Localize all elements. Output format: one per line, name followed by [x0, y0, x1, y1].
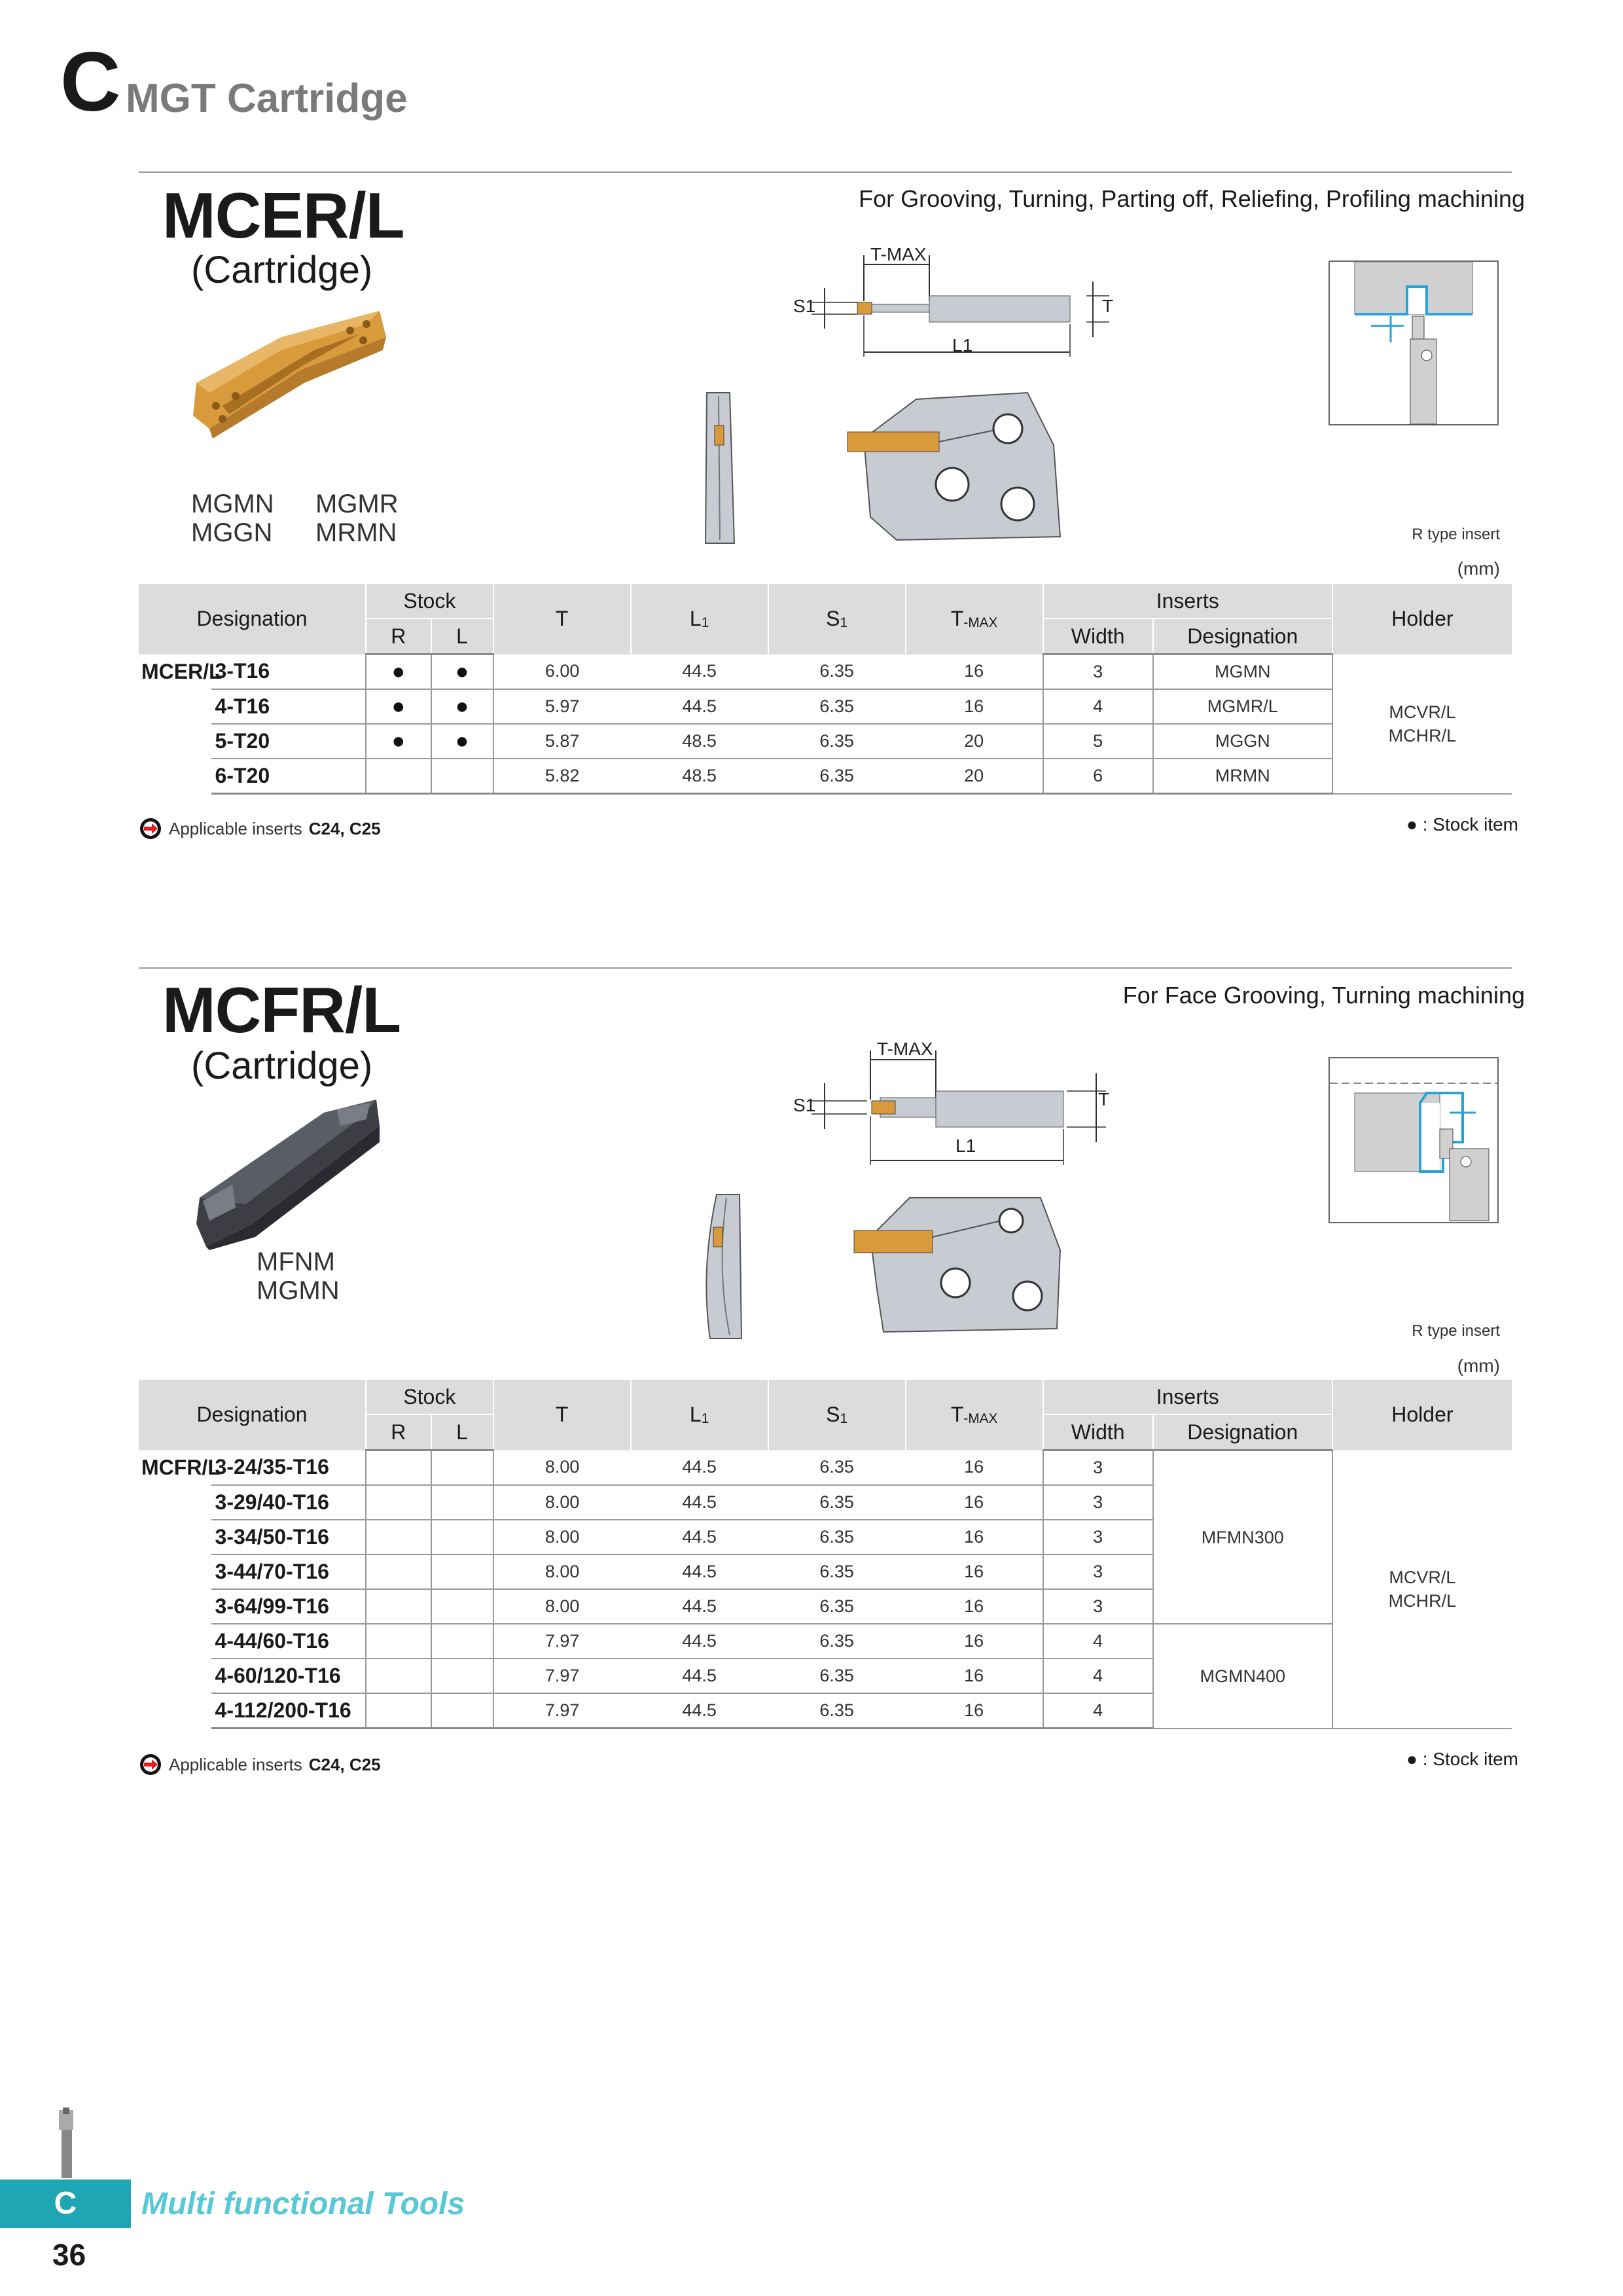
holder-name: MCHR/L — [1388, 725, 1457, 745]
tmax-value: 16 — [906, 1554, 1043, 1589]
table-row — [139, 1450, 1512, 1486]
stock-r: ● — [366, 724, 431, 759]
s1-value: 6.35 — [768, 1693, 906, 1729]
stock-r — [366, 1554, 431, 1589]
spec-table-mcfr — [139, 1378, 1512, 1729]
section-description: For Face Grooving, Turning machining — [1122, 982, 1525, 1009]
stock-r — [366, 1693, 431, 1729]
insert-designation: MFMN300 — [1153, 1450, 1332, 1624]
mcer-side-view — [700, 389, 740, 547]
s1-value: 6.35 — [768, 689, 906, 724]
designation: 5-T20 — [211, 724, 366, 759]
s1-value: 6.35 — [768, 724, 906, 759]
s1-value: 6.35 — [768, 1485, 906, 1520]
l1-value: 44.5 — [631, 1659, 768, 1693]
col-stock-r: R — [366, 619, 431, 655]
stock-l — [431, 1450, 493, 1486]
tmax-value: 16 — [906, 1485, 1043, 1520]
s1-value: 6.35 — [768, 1589, 906, 1624]
col-l1: $L_1$ — [631, 1379, 768, 1450]
table-row — [139, 1624, 1512, 1659]
stock-item-legend: ● : Stock item — [1406, 814, 1518, 834]
designation: 4-T16 — [211, 689, 366, 724]
s1-value: 6.35 — [768, 1520, 906, 1554]
mcfr-insert-image — [193, 1093, 383, 1250]
l1-value: 48.5 — [631, 759, 768, 794]
designation: 4-60/120-T16 — [211, 1659, 366, 1693]
l1-value: 44.5 — [631, 655, 768, 690]
insert-codes-col1 — [257, 1247, 340, 1305]
designation: 3-29/40-T16 — [211, 1485, 366, 1520]
insert-type-note: R type insert — [1412, 526, 1500, 543]
stock-r — [366, 1450, 431, 1486]
dim-label-tmax: T-MAX — [870, 244, 927, 264]
t-value: 7.97 — [493, 1659, 631, 1693]
s1-value: 6.35 — [768, 1624, 906, 1659]
insert-designation: MGMN — [1153, 655, 1332, 690]
chapter-title: MGT Cartridge — [126, 76, 408, 121]
tmax-value: 16 — [906, 1624, 1043, 1659]
l1-value: 44.5 — [631, 1693, 768, 1729]
designation: 4-112/200-T16 — [211, 1693, 366, 1729]
section-divider — [139, 171, 1512, 173]
table-row — [139, 759, 1512, 794]
col-tmax: $T_{-MAX}$ — [906, 1379, 1043, 1450]
holder-cell — [1332, 1450, 1512, 1729]
tmax-value: 20 — [906, 724, 1043, 759]
t-value: 8.00 — [493, 1589, 631, 1624]
stock-l: ● — [431, 689, 493, 724]
holder-cell — [1332, 655, 1512, 794]
table-row — [139, 689, 1512, 724]
col-ins-designation: Designation — [1153, 1414, 1332, 1450]
col-tmax: $T_{-MAX}$ — [906, 583, 1043, 655]
col-designation: Designation — [139, 1379, 366, 1450]
unit-label: (mm) — [1457, 558, 1500, 579]
dim-label-s1: S1 — [793, 1095, 816, 1115]
section-subtitle: (Cartridge) — [191, 1045, 373, 1087]
series-name: MCER/L — [141, 659, 222, 683]
width-value: 4 — [1043, 689, 1153, 724]
section-divider — [139, 967, 1512, 969]
col-inserts: Inserts — [1043, 583, 1332, 619]
t-value: 7.97 — [493, 1624, 631, 1659]
t-value: 5.97 — [493, 689, 631, 724]
col-s1: $S_1$ — [768, 583, 906, 655]
insert-code: MRMN — [315, 518, 397, 547]
footer-title: Multi functional Tools — [141, 2187, 465, 2221]
designation: 3-64/99-T16 — [211, 1589, 366, 1624]
col-width: Width — [1043, 619, 1153, 655]
t-value: 8.00 — [493, 1450, 631, 1486]
s1-value: 6.35 — [768, 1659, 906, 1693]
holder-name: MCVR/L — [1389, 1567, 1456, 1587]
section-title: MCFR/L — [162, 974, 401, 1046]
tool-icon — [54, 2108, 80, 2179]
col-s1: $S_1$ — [768, 1379, 906, 1450]
stock-r — [366, 1624, 431, 1659]
applicable-inserts-note — [139, 1753, 381, 1776]
designation: 6-T20 — [211, 759, 366, 794]
tmax-value: 16 — [906, 655, 1043, 690]
unit-label: (mm) — [1457, 1355, 1500, 1376]
table-row — [139, 655, 1512, 690]
width-value: 3 — [1043, 1589, 1153, 1624]
table-row — [139, 724, 1512, 759]
tmax-value: 16 — [906, 1659, 1043, 1693]
col-holder: Holder — [1332, 583, 1512, 655]
insert-code: MGMN — [191, 490, 274, 518]
l1-value: 44.5 — [631, 1450, 768, 1486]
insert-code: MGGN — [191, 518, 273, 547]
stock-l — [431, 759, 493, 794]
tmax-value: 20 — [906, 759, 1043, 794]
s1-value: 6.35 — [768, 759, 906, 794]
stock-r: ● — [366, 655, 431, 690]
l1-value: 48.5 — [631, 724, 768, 759]
tmax-value: 16 — [906, 689, 1043, 724]
col-designation: Designation — [139, 583, 366, 655]
width-value: 3 — [1043, 1450, 1153, 1486]
t-value: 6.00 — [493, 655, 631, 690]
t-value: 8.00 — [493, 1485, 631, 1520]
insert-designation: MRMN — [1153, 759, 1332, 794]
section-title: MCER/L — [162, 179, 404, 251]
mcfr-side-view — [697, 1191, 749, 1342]
t-value: 5.82 — [493, 759, 631, 794]
tmax-value: 16 — [906, 1693, 1043, 1729]
series-name: MCFR/L — [141, 1455, 221, 1479]
insert-type-note: R type insert — [1412, 1322, 1500, 1340]
dim-label-l1: L1 — [952, 335, 973, 355]
section-subtitle: (Cartridge) — [191, 249, 373, 291]
insert-code: MGMR — [315, 490, 399, 518]
l1-value: 44.5 — [631, 1485, 768, 1520]
dim-label-t: T — [1098, 1089, 1110, 1109]
width-value: 5 — [1043, 724, 1153, 759]
mcfr-body-view — [851, 1191, 1073, 1342]
tmax-value: 16 — [906, 1450, 1043, 1486]
page-number: 36 — [52, 2238, 86, 2272]
designation: 3-T16 — [211, 655, 366, 690]
stock-r — [366, 1589, 431, 1624]
section-description: For Grooving, Turning, Parting off, Reliefing, Profiling machining — [859, 185, 1525, 212]
col-t: T — [493, 1379, 631, 1450]
stock-l: ● — [431, 655, 493, 690]
insert-codes-col2 — [315, 490, 399, 547]
s1-value: 6.35 — [768, 1554, 906, 1589]
dim-label-t: T — [1102, 296, 1114, 316]
col-holder: Holder — [1332, 1379, 1512, 1450]
mcer-body-view — [844, 386, 1073, 550]
mcfr-application-diagram — [1329, 1057, 1499, 1223]
l1-value: 44.5 — [631, 1520, 768, 1554]
chapter-letter: C — [60, 35, 118, 129]
applicable-label: Applicable inserts — [169, 819, 302, 838]
spec-table-mcer — [139, 583, 1512, 795]
t-value: 8.00 — [493, 1554, 631, 1589]
width-value: 4 — [1043, 1693, 1153, 1729]
mcer-application-diagram — [1329, 260, 1499, 425]
l1-value: 44.5 — [631, 1554, 768, 1589]
applicable-inserts-note — [139, 817, 381, 840]
stock-l — [431, 1659, 493, 1693]
stock-l: ● — [431, 724, 493, 759]
insert-designation: MGMN400 — [1153, 1624, 1332, 1729]
stock-r — [366, 759, 431, 794]
stock-r — [366, 1485, 431, 1520]
designation: 3-24/35-T16 — [211, 1450, 366, 1486]
stock-r: ● — [366, 689, 431, 724]
col-stock-r: R — [366, 1414, 431, 1450]
col-t: T — [493, 583, 631, 655]
col-stock-l: L — [431, 1414, 493, 1450]
dim-label-tmax: T-MAX — [877, 1039, 933, 1059]
insert-designation: MGGN — [1153, 724, 1332, 759]
width-value: 3 — [1043, 1554, 1153, 1589]
width-value: 6 — [1043, 759, 1153, 794]
stock-item-legend: ● : Stock item — [1406, 1749, 1518, 1769]
chapter-tab[interactable]: C — [0, 2179, 131, 2228]
stock-r — [366, 1659, 431, 1693]
l1-value: 44.5 — [631, 1624, 768, 1659]
col-stock: Stock — [366, 1379, 493, 1414]
stock-l — [431, 1589, 493, 1624]
tmax-value: 16 — [906, 1520, 1043, 1554]
l1-value: 44.5 — [631, 689, 768, 724]
applicable-codes[interactable]: C24, C25 — [308, 1755, 381, 1774]
width-value: 3 — [1043, 655, 1153, 690]
col-stock-l: L — [431, 619, 493, 655]
insert-codes-col1 — [191, 490, 274, 547]
col-stock: Stock — [366, 583, 493, 619]
col-inserts: Inserts — [1043, 1379, 1332, 1414]
col-l1: $L_1$ — [631, 583, 768, 655]
stock-l — [431, 1520, 493, 1554]
s1-value: 6.35 — [768, 655, 906, 690]
dim-label-l1: L1 — [955, 1136, 976, 1156]
designation: 3-34/50-T16 — [211, 1520, 366, 1554]
col-ins-designation: Designation — [1153, 619, 1332, 655]
stock-l — [431, 1554, 493, 1589]
applicable-codes[interactable]: C24, C25 — [308, 819, 381, 838]
stock-l — [431, 1624, 493, 1659]
insert-designation: MGMR/L — [1153, 689, 1332, 724]
t-value: 8.00 — [493, 1520, 631, 1554]
mcer-dimension-drawing — [785, 242, 1113, 360]
s1-value: 6.35 — [768, 1450, 906, 1486]
insert-code: MFNM — [257, 1247, 335, 1276]
arrow-circle-icon — [139, 817, 162, 840]
designation: 3-44/70-T16 — [211, 1554, 366, 1589]
width-value: 3 — [1043, 1520, 1153, 1554]
mcer-insert-image — [183, 298, 393, 448]
holder-name: MCVR/L — [1389, 702, 1456, 722]
stock-l — [431, 1485, 493, 1520]
stock-l — [431, 1693, 493, 1729]
applicable-label: Applicable inserts — [169, 1755, 302, 1774]
insert-code: MGMN — [257, 1276, 340, 1305]
dim-label-s1: S1 — [793, 296, 816, 316]
t-value: 7.97 — [493, 1693, 631, 1729]
l1-value: 44.5 — [631, 1589, 768, 1624]
tmax-value: 16 — [906, 1589, 1043, 1624]
width-value: 4 — [1043, 1659, 1153, 1693]
width-value: 4 — [1043, 1624, 1153, 1659]
designation: 4-44/60-T16 — [211, 1624, 366, 1659]
width-value: 3 — [1043, 1485, 1153, 1520]
t-value: 5.87 — [493, 724, 631, 759]
mcfr-dimension-drawing — [785, 1037, 1113, 1168]
stock-r — [366, 1520, 431, 1554]
holder-name: MCHR/L — [1388, 1590, 1457, 1611]
arrow-circle-icon — [139, 1753, 162, 1776]
col-width: Width — [1043, 1414, 1153, 1450]
